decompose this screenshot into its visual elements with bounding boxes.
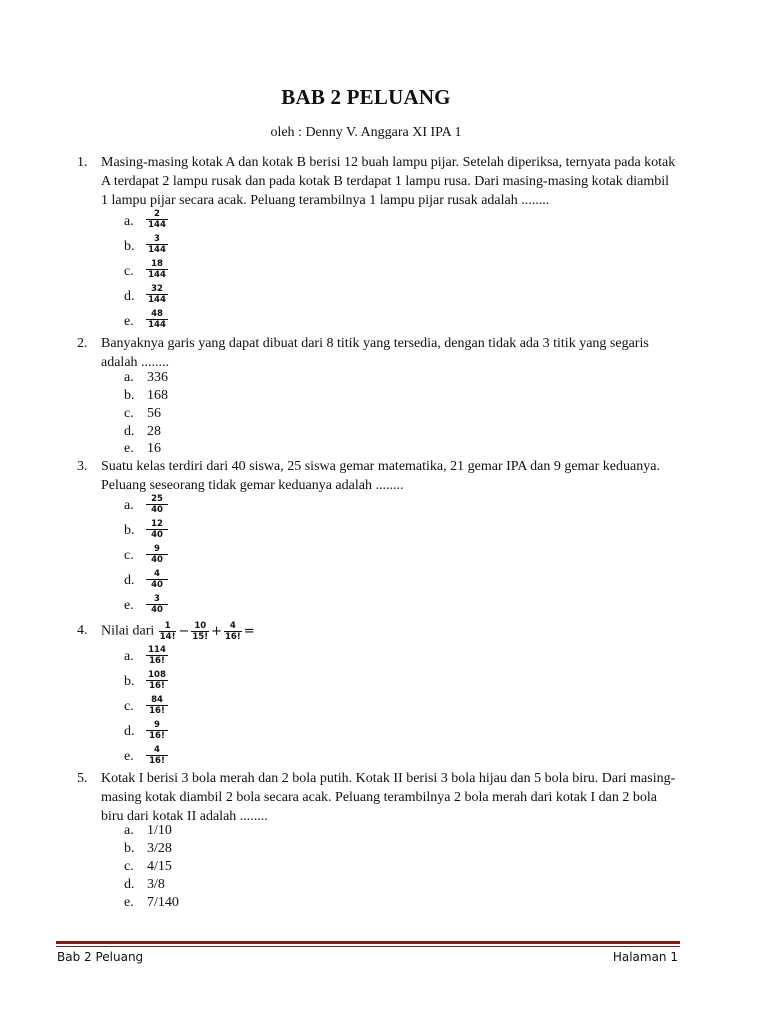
option-label: d. bbox=[124, 289, 135, 304]
option-label: c. bbox=[124, 699, 134, 714]
option-fraction: $\frac{4}{16!}$ bbox=[146, 745, 168, 766]
question-number: 1. bbox=[77, 155, 88, 170]
option-item: e. 7/140 bbox=[124, 895, 179, 910]
option-label: a. bbox=[124, 214, 134, 229]
option-item: b. 168 bbox=[124, 388, 168, 403]
option-label: a. bbox=[124, 498, 134, 513]
question-text: Suatu kelas terdiri dari 40 siswa, 25 siswa gemar matematika, 21 gemar IPA dan 9 gemar keduanya. Peluang seseorang tidak gemar keduanya adalah ........ bbox=[101, 459, 660, 493]
option-fraction: $\frac{114}{16!}$ bbox=[146, 645, 168, 666]
option-fraction: $\frac{18}{144}$ bbox=[146, 259, 168, 280]
option-item: d. 3/8 bbox=[124, 877, 165, 892]
plus-operator: + bbox=[211, 623, 223, 639]
option-label: d. bbox=[124, 724, 135, 739]
option-label: c. bbox=[124, 548, 134, 563]
question-text: Banyaknya garis yang dapat dibuat dari 8 titik yang tersedia, dengan tidak ada 3 titik yang segaris adalah ........ bbox=[101, 336, 649, 370]
option-item: c. 4/15 bbox=[124, 859, 172, 874]
option-item: a. 1/10 bbox=[124, 823, 172, 838]
option-fraction: $\frac{4}{40}$ bbox=[146, 569, 168, 590]
question-number: 5. bbox=[77, 771, 88, 786]
question-3 bbox=[77, 457, 677, 495]
option-label: e. bbox=[124, 749, 134, 764]
option-fraction: $\frac{84}{16!}$ bbox=[146, 695, 168, 716]
equals-operator: = bbox=[243, 623, 255, 639]
option-item: a. 336 bbox=[124, 370, 168, 385]
author-line: oleh : Denny V. Anggara XI IPA 1 bbox=[270, 125, 462, 140]
page-title: BAB 2 PELUANG bbox=[281, 85, 451, 109]
option-label: b. bbox=[124, 239, 135, 254]
option-fraction: $\frac{32}{144}$ bbox=[146, 284, 168, 305]
option-item: e. 16 bbox=[124, 441, 161, 456]
expression-fraction: $\frac{4}{16!}$ bbox=[225, 621, 241, 642]
question-number: 4. bbox=[77, 623, 88, 638]
question-text: Masing-masing kotak A dan kotak B berisi 12 buah lampu pijar. Setelah diperiksa, ternyata pada kotak A terdapat 2 lampu rusak dan pada kotak B terdapat 1 lampu rusa. Dari masing-masing kotak diambil 1 lampu pijar secara acak. Peluang terambilnya 1 lampu pijar rusak adalah ........ bbox=[101, 155, 676, 208]
option-label: c. bbox=[124, 264, 134, 279]
option-item: d. 28 bbox=[124, 424, 161, 439]
option-fraction: $\frac{48}{144}$ bbox=[146, 309, 168, 330]
question-text: Nilai dari $\frac{1}{14!}$ − $\frac{10}{15!}$ + $\frac{4}{16!}$ = bbox=[101, 621, 255, 642]
expression-fraction: $\frac{1}{14!}$ bbox=[159, 621, 176, 642]
footer-page-number: Halaman 1 bbox=[612, 950, 678, 964]
option-fraction: $\frac{3}{144}$ bbox=[146, 234, 168, 255]
footer-rule-thick bbox=[56, 941, 680, 944]
option-item: b. 3/28 bbox=[124, 841, 172, 856]
question-number: 3. bbox=[77, 459, 88, 474]
option-label: e. bbox=[124, 314, 134, 329]
question-5 bbox=[77, 769, 677, 826]
option-label: b. bbox=[124, 523, 135, 538]
minus-operator: − bbox=[178, 623, 190, 639]
footer-rule-thin bbox=[56, 946, 680, 947]
option-fraction: $\frac{108}{16!}$ bbox=[146, 670, 168, 691]
option-fraction: $\frac{12}{40}$ bbox=[146, 519, 168, 540]
question-2 bbox=[77, 334, 677, 372]
option-fraction: $\frac{25}{40}$ bbox=[146, 494, 168, 515]
option-item: c. 56 bbox=[124, 406, 161, 421]
expression-fraction: $\frac{10}{15!}$ bbox=[192, 621, 209, 642]
question-number: 2. bbox=[77, 336, 88, 351]
option-fraction: $\frac{9}{40}$ bbox=[146, 544, 168, 565]
option-fraction: $\frac{3}{40}$ bbox=[146, 594, 168, 615]
question-1 bbox=[77, 153, 677, 210]
question-4 bbox=[77, 621, 677, 642]
option-label: a. bbox=[124, 649, 134, 664]
option-fraction: $\frac{9}{16!}$ bbox=[146, 720, 168, 741]
question-text: Kotak I berisi 3 bola merah dan 2 bola putih. Kotak II berisi 3 bola hijau dan 5 bola biru. Dari masing-masing kotak diambil 2 bola secara acak. Peluang terambilnya 2 bola merah dari kotak I dan 2 bola biru dari kotak II adalah ........ bbox=[101, 771, 676, 824]
option-label: d. bbox=[124, 573, 135, 588]
footer-chapter: Bab 2 Peluang bbox=[57, 950, 144, 964]
option-label: e. bbox=[124, 598, 134, 613]
option-label: b. bbox=[124, 674, 135, 689]
option-fraction: $\frac{2}{144}$ bbox=[146, 209, 168, 230]
